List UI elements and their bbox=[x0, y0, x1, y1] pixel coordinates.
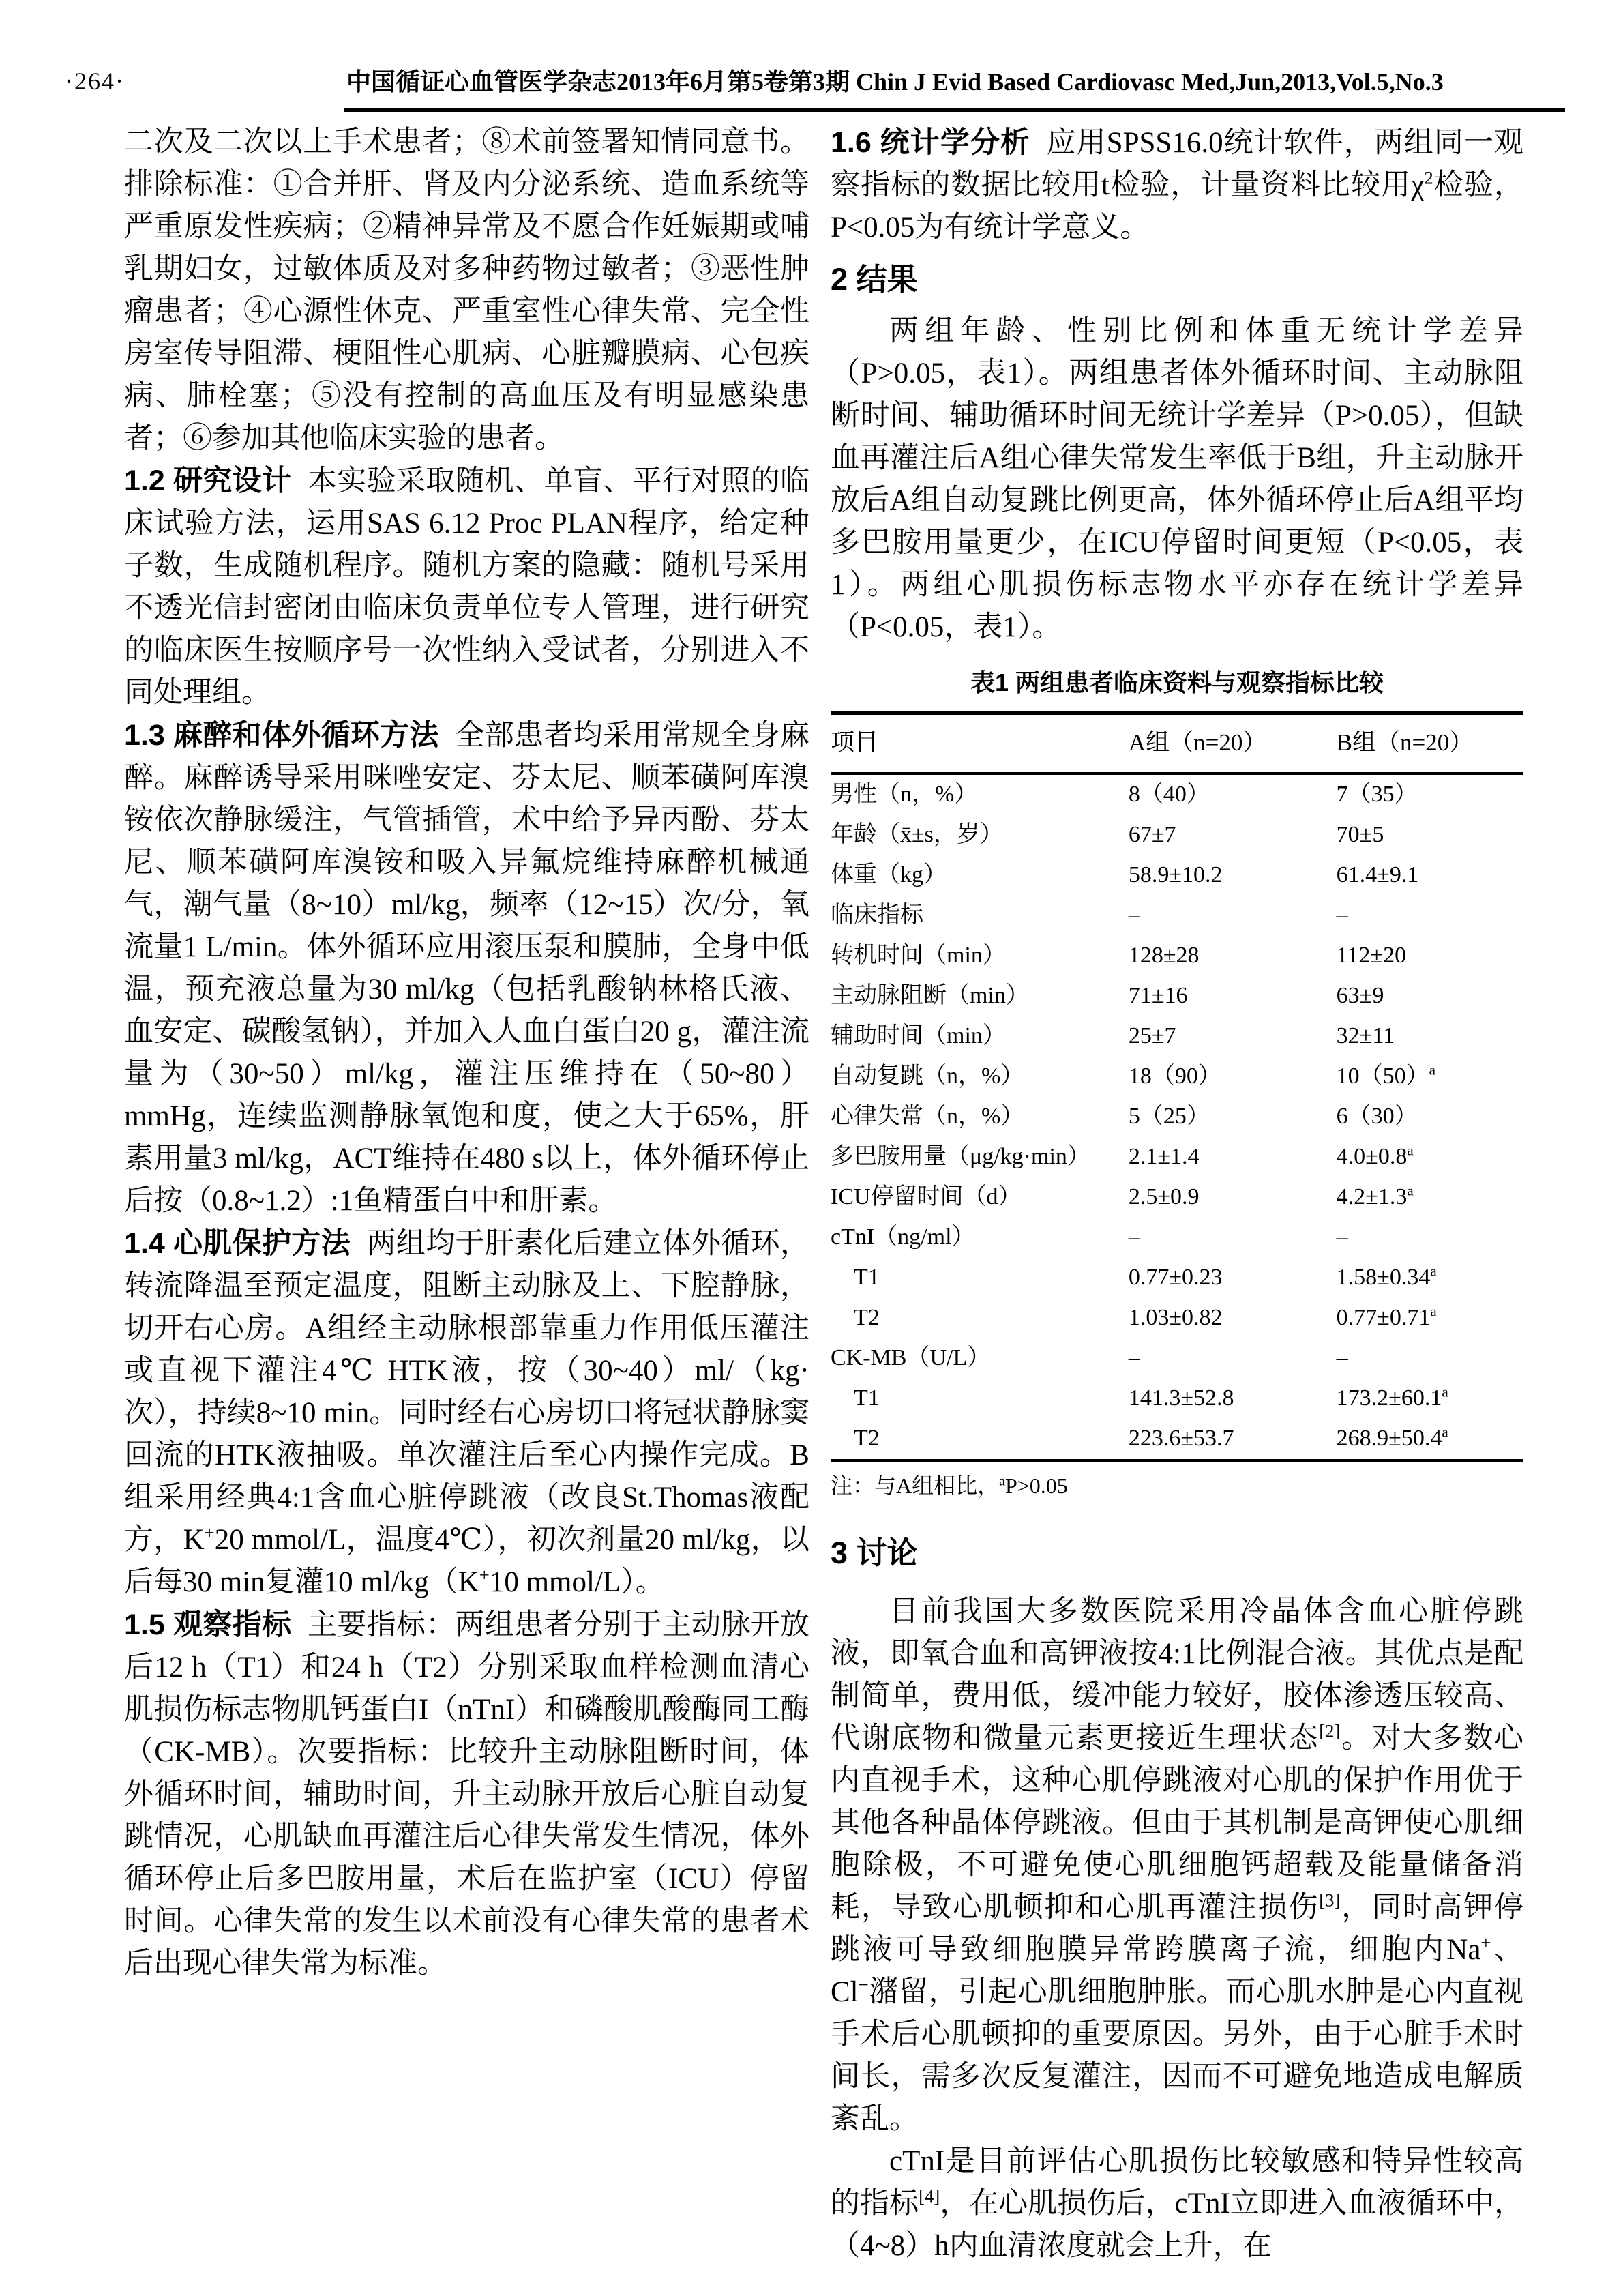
value-b: 173.2±60.1$^a$ bbox=[1336, 1383, 1448, 1411]
row-label: ICU停留时间（d） bbox=[831, 1184, 1022, 1209]
value-b: 63±9 bbox=[1336, 983, 1384, 1008]
table1-note: 注：与A组相比，$^a$P>0.05 bbox=[831, 1473, 1068, 1498]
table-row bbox=[831, 1177, 1523, 1218]
section-1-4-heading: 1.4 心肌保护方法 bbox=[124, 1227, 351, 1260]
value-a: 1.03±0.82 bbox=[1128, 1305, 1223, 1330]
table-row bbox=[831, 774, 1523, 815]
value-a: 25±7 bbox=[1128, 1023, 1176, 1048]
table-row bbox=[831, 1016, 1523, 1057]
value-b: 61.4±9.1 bbox=[1336, 862, 1419, 887]
discussion-paragraph-2: cTnI是目前评估心肌损伤比较敏感和特异性较高的指标[4]，在心肌损伤后，cTnI立即进入血液循环中，（4~8）h内血清浓度就会上升，在 bbox=[831, 2145, 1524, 2262]
row-label: 转机时间（min） bbox=[831, 943, 1006, 968]
value-b: 4.2±1.3$^a$ bbox=[1336, 1182, 1414, 1209]
section-1-2 bbox=[124, 460, 809, 714]
header-rule bbox=[344, 108, 1565, 112]
table-row bbox=[831, 1258, 1523, 1298]
row-label: 心律失常（n，%） bbox=[831, 1104, 1024, 1129]
value-a: 71±16 bbox=[1128, 983, 1188, 1008]
row-label: 自动复跳（n，%） bbox=[831, 1063, 1024, 1089]
col-header-group-a: A组（n=20） bbox=[1129, 713, 1337, 774]
section-1-3-text: 全部患者均采用常规全身麻醉。麻醉诱导采用咪唑安定、芬太尼、顺苯磺阿库溴铵依次静脉缓注，气管插管，术中给予异丙酚、芬太尼、顺苯磺阿库溴铵和吸入异氟烷维持麻醉机械通气，潮气量（8~10）ml/kg，频率（12~15）次/分，氧流量1 L/min。体外循环应用滚压泵和膜肺，全身中低温，预充液总量为30 ml/kg（包括乳酸钠林格氏液、血安定、碳酸氢钠），并加入人血白蛋白20 g，灌注流量为（30~50）ml/kg，灌注压维持在（50~80）mmHg，连续监测静脉氧饱和度，使之大于65%，肝素用量3 ml/kg，ACT维持在480 s以上，体外循环停止后按（0.8~1.2）:1鱼精蛋白中和肝素。 bbox=[124, 720, 810, 1217]
row-label: 年龄（x̄±s，岁） bbox=[831, 822, 1003, 847]
row-label: 多巴胺用量（μg/kg·min） bbox=[831, 1144, 1090, 1169]
value-a: 58.9±10.2 bbox=[1128, 862, 1223, 887]
value-b: – bbox=[1336, 1345, 1348, 1370]
col-header-group-b: B组（n=20） bbox=[1337, 713, 1523, 774]
section-1-5 bbox=[124, 1604, 809, 1985]
section-1-6 bbox=[831, 121, 1523, 249]
value-a: 0.77±0.23 bbox=[1128, 1265, 1223, 1290]
row-label: 辅助时间（min） bbox=[831, 1023, 1006, 1048]
table1 bbox=[831, 711, 1523, 1462]
row-label: 主动脉阻断（min） bbox=[831, 983, 1029, 1008]
section-1-3-heading: 1.3 麻醉和体外循环方法 bbox=[124, 719, 439, 752]
value-a: 18（90） bbox=[1128, 1063, 1221, 1089]
row-label: 临床指标 bbox=[831, 902, 923, 928]
section-1-2-text: 本实验采取随机、单盲、平行对照的临床试验方法，运用SAS 6.12 Proc PLAN程序，给定种子数，生成随机程序。随机方案的隐藏：随机号采用不透光信封密闭由临床负责单位专人管理，进行研究的临床医生按顺序号一次性纳入受试者，分别进入不同处理组。 bbox=[124, 465, 810, 709]
value-b: 6（30） bbox=[1336, 1104, 1418, 1129]
value-a: 5（25） bbox=[1128, 1104, 1210, 1129]
value-a: 67±7 bbox=[1128, 822, 1176, 847]
value-b: 4.0±0.8$^a$ bbox=[1336, 1142, 1414, 1169]
value-a: 2.5±0.9 bbox=[1128, 1184, 1200, 1209]
value-a: 8（40） bbox=[1128, 782, 1210, 807]
table-row bbox=[831, 1419, 1523, 1461]
value-a: – bbox=[1128, 902, 1140, 928]
results-paragraph: 两组年龄、性别比例和体重无统计学差异（P>0.05，表1）。两组患者体外循环时间、主动脉阻断时间、辅助循环时间无统计学差异（P>0.05），但缺血再灌注后A组心律失常发生率低于B组，升主动脉开放后A组自动复跳比例更高，体外循环停止后A组平均多巴胺用量更少，在ICU停留时间更短（P<0.05，表1）。两组心肌损伤标志物水平亦存在统计学差异（P<0.05，表1）。 bbox=[831, 315, 1523, 643]
table-row bbox=[831, 1057, 1523, 1097]
section-1-5-text: 主要指标：两组患者分别于主动脉开放后12 h（T1）和24 h（T2）分别采取血样检测血清心肌损伤标志物肌钙蛋白I（nTnI）和磷酸肌酸酶同工酶（CK-MB）。次要指标：比较升主动脉阻断时间，体外循环时间，辅助时间，升主动脉开放后心脏自动复跳情况，心肌缺血再灌注后心律失常发生情况，体外循环停止后多巴胺用量，术后在监护室（ICU）停留时间。心律失常的发生以术前没有心律失常的患者术后出现心律失常为标准。 bbox=[124, 1609, 810, 1979]
table-row bbox=[831, 976, 1523, 1016]
right-column bbox=[831, 121, 1523, 2267]
section-1-5-heading: 1.5 观察指标 bbox=[124, 1608, 292, 1641]
table-row bbox=[831, 1298, 1523, 1338]
section-1-6-heading: 1.6 统计学分析 bbox=[831, 126, 1030, 159]
paragraph-exclusion-criteria: 二次及二次以上手术患者；⑧术前签署知情同意书。排除标准：①合并肝、肾及内分泌系统、造血系统等严重原发性疾病；②精神异常及不愿合作妊娠期或哺乳期妇女，过敏体质及对多种药物过敏者；③恶性肿瘤患者；④心源性休克、严重室性心律失常、完全性房室传导阻滞、梗阻性心肌病、心脏瓣膜病、心包疾病、肺栓塞；⑤没有控制的高血压及有明显感染患者；⑥参加其他临床实验的患者。 bbox=[124, 126, 809, 454]
value-b: $10(50)^a$ bbox=[1336, 1061, 1436, 1089]
table-row bbox=[831, 896, 1523, 936]
page-number: ·264· bbox=[65, 68, 125, 95]
row-label: cTnI（ng/ml） bbox=[831, 1224, 975, 1250]
value-b: 1.58±0.34$^a$ bbox=[1336, 1263, 1437, 1290]
table-row bbox=[831, 936, 1523, 976]
value-a: 128±28 bbox=[1128, 943, 1200, 968]
discussion-heading: 3 讨论 bbox=[831, 1535, 918, 1570]
table-row bbox=[831, 1097, 1523, 1137]
page-header bbox=[0, 63, 1623, 117]
section-1-4-text: 两组均于肝素化后建立体外循环，转流降温至预定温度，阻断主动脉及上、下腔静脉，切开右心房。A组经主动脉根部靠重力作用低压灌注或直视下灌注4℃ HTK液，按（30~40）ml/（kg·次），持续8~10 min。同时经右心房切口将冠状静脉窦回流的HTK液抽吸。单次灌注后至心内操作完成。B组采用经典4:1含血心脏停跳液（改良St.Thomas液配方，K+20 mmol/L，温度4℃），初次剂量20 ml/kg，以后每30 min复灌10 ml/kg（K+10 mmol/L）。 bbox=[124, 1228, 809, 1598]
table-row bbox=[831, 1218, 1523, 1258]
table1-block bbox=[831, 666, 1523, 1501]
value-a: 141.3±52.8 bbox=[1128, 1385, 1234, 1411]
value-a: 223.6±53.7 bbox=[1128, 1426, 1234, 1451]
table1-title: 表1 两组患者临床资料与观察指标比较 bbox=[970, 668, 1384, 696]
table-row bbox=[831, 855, 1523, 896]
left-column bbox=[124, 121, 809, 1985]
row-label: CK-MB（U/L） bbox=[831, 1345, 991, 1370]
value-b: 70±5 bbox=[1336, 822, 1384, 847]
value-b: 32±11 bbox=[1336, 1023, 1395, 1048]
value-a: – bbox=[1128, 1224, 1140, 1250]
row-label: T2 bbox=[831, 1426, 880, 1451]
section-1-3 bbox=[124, 714, 809, 1222]
col-header-item: 项目 bbox=[831, 713, 1129, 774]
row-label: 男性（n，%） bbox=[831, 782, 978, 807]
value-b: – bbox=[1336, 902, 1348, 928]
value-b: 268.9±50.4$^a$ bbox=[1336, 1424, 1448, 1451]
value-b: – bbox=[1336, 1224, 1348, 1250]
results-heading: 2 结果 bbox=[831, 262, 918, 297]
table-row bbox=[831, 1338, 1523, 1379]
table-row bbox=[831, 815, 1523, 855]
discussion-paragraph-1: 目前我国大多数医院采用冷晶体含血心脏停跳液，即氧合血和高钾液按4:1比例混合液。其优点是配制简单，费用低，缓冲能力较好，胶体渗透压较高、代谢底物和微量元素更接近生理状态[2]。对大多数心内直视手术，这种心肌停跳液对心肌的保护作用优于其他各种晶体停跳液。但由于其机制是高钾使心肌细胞除极，不可避免使心肌细胞钙超载及能量储备消耗，导致心肌顿抑和心肌再灌注损伤[3]，同时高钾停跳液可导致细胞膜异常跨膜离子流，细胞内Na+、Cl−潴留，引起心肌细胞肿胀。而心肌水肿是心内直视手术后心肌顿抑的重要原因。另外，由于心脏手术时间长，需多次反复灌注，因而不可避免地造成电解质紊乱。 bbox=[831, 1595, 1524, 2135]
section-1-6-text: 应用SPSS16.0统计软件，两组同一观察指标的数据比较用t检验，计量资料比较用$\chi^2$检验，P<0.05为有统计学意义。 bbox=[831, 127, 1523, 244]
row-label: T1 bbox=[831, 1385, 880, 1411]
value-b: 0.77±0.71$^a$ bbox=[1336, 1303, 1437, 1330]
table-header-row bbox=[831, 713, 1523, 774]
row-label: 体重（kg） bbox=[831, 862, 947, 887]
section-1-4 bbox=[124, 1222, 809, 1604]
value-a: 2.1±1.4 bbox=[1128, 1144, 1200, 1169]
table-row bbox=[831, 1379, 1523, 1419]
value-a: – bbox=[1128, 1345, 1140, 1370]
row-label: T1 bbox=[831, 1265, 880, 1290]
row-label: T2 bbox=[831, 1305, 880, 1330]
journal-title: 中国循证心血管医学杂志2013年6月第5卷第3期 Chin J Evid Based Cardiovasc Med,Jun,2013,Vol.5,No.3 bbox=[346, 68, 1444, 95]
section-1-2-heading: 1.2 研究设计 bbox=[124, 465, 292, 497]
table-row bbox=[831, 1137, 1523, 1177]
value-b: 7（35） bbox=[1336, 782, 1418, 807]
value-b: 112±20 bbox=[1336, 943, 1407, 968]
